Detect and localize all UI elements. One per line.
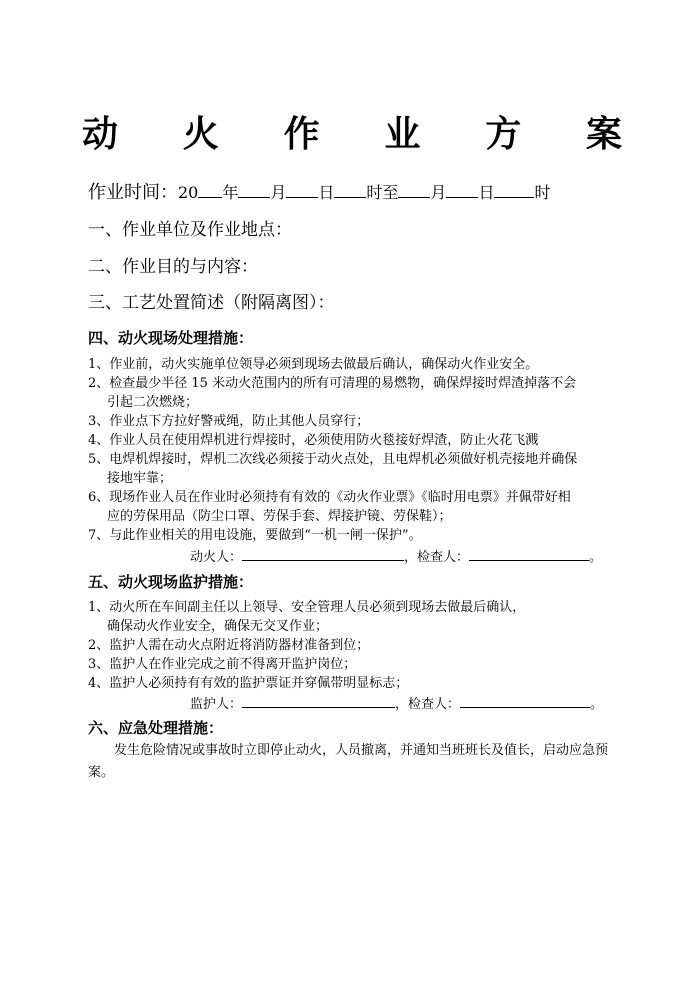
section-heading-4: 四、动火现场处理措施： xyxy=(88,329,254,347)
supervision-line: 确保动火作业安全，确保无交叉作业； xyxy=(107,619,329,634)
month-blank-1[interactable] xyxy=(238,181,270,198)
sign-line-supervisor xyxy=(190,691,603,714)
sign-end-2: 。 xyxy=(590,697,604,712)
day-blank-1[interactable] xyxy=(286,181,318,198)
year-blank[interactable] xyxy=(198,181,222,198)
day-blank-2[interactable] xyxy=(446,181,478,198)
measure-line: 4、作业人员在使用焊机进行焊接时，必须使用防火毯接好焊渣，防止火花飞溅 xyxy=(88,433,539,448)
hour-unit-2: 时 xyxy=(534,183,551,202)
fire-person-label: 动火人： xyxy=(190,550,243,565)
work-time-line xyxy=(88,181,550,204)
title-char: 动 xyxy=(82,114,119,155)
checker-blank-1[interactable] xyxy=(469,544,589,561)
month-unit-2: 月 xyxy=(430,183,447,202)
measure-line: 1、作业前，动火实施单位领导必须到现场去做最后确认，确保动火作业安全。 xyxy=(88,357,539,372)
title-char: 火 xyxy=(182,114,219,155)
supervisor-label: 监护人： xyxy=(190,697,243,712)
title-char: 业 xyxy=(384,114,421,155)
measure-line: 应的劳保用品（防尘口罩、劳保手套、焊接护镜、劳保鞋）； xyxy=(107,509,452,524)
fire-person-blank[interactable] xyxy=(242,544,404,561)
supervision-line: 4、监护人必须持有有效的监护票证并穿佩带明显标志； xyxy=(88,676,409,691)
measure-line: 接地牢靠； xyxy=(107,471,173,486)
sign-line-fire xyxy=(190,544,602,567)
section-heading-6: 六、应急处理措施： xyxy=(88,719,224,737)
checker-label-1: ，检查人： xyxy=(404,550,470,565)
year-unit: 年 xyxy=(222,183,239,202)
checker-blank-2[interactable] xyxy=(460,691,590,708)
measure-line: 3、作业点下方拉好警戒绳，防止其他人员穿行； xyxy=(88,414,370,429)
day-unit-2: 日 xyxy=(478,183,495,202)
hour-blank-1[interactable] xyxy=(334,181,366,198)
measure-line: 7、与此作业相关的用电设施，要做到“一机一闸一保护”。 xyxy=(88,528,422,543)
work-time-label: 作业时间： xyxy=(88,182,178,203)
month-blank-2[interactable] xyxy=(398,181,430,198)
section-heading-2: 二、作业目的与内容： xyxy=(88,257,258,277)
emergency-paragraph: 发生危险情况或事故时立即停止动火，人员撤离，并通知当班班长及值长，启动应急预案。 xyxy=(88,743,609,780)
hour-blank-2[interactable] xyxy=(494,181,534,198)
sign-end-1: 。 xyxy=(589,550,603,565)
section-heading-1: 一、作业单位及作业地点： xyxy=(88,220,292,240)
measure-line: 6、现场作业人员在作业时必须持有有效的《动火作业票》《临时用电票》并佩带好相 xyxy=(88,490,571,505)
section-heading-3: 三、工艺处置简述（附隔离图）： xyxy=(88,293,335,313)
hour-to: 时至 xyxy=(366,183,399,202)
checker-label-2: ，检查人： xyxy=(395,697,461,712)
section-heading-5: 五、动火现场监护措施： xyxy=(88,573,254,591)
day-unit-1: 日 xyxy=(318,183,335,202)
supervisor-blank[interactable] xyxy=(242,691,395,708)
supervision-line: 3、监护人在作业完成之前不得离开监护岗位； xyxy=(88,657,357,672)
title-char: 方 xyxy=(485,114,522,155)
measure-line: 5、电焊机焊接时，焊机二次线必须接于动火点处，且电焊机必须做好机壳接地并确保 xyxy=(88,452,578,467)
title-char: 案 xyxy=(585,114,622,155)
month-unit-1: 月 xyxy=(270,183,287,202)
year-prefix: 20 xyxy=(178,183,199,202)
title-char: 作 xyxy=(283,114,320,155)
supervision-line: 2、监护人需在动火点附近将消防器材准备到位； xyxy=(88,638,370,653)
measure-line: 2、检查最少半径 15 米动火范围内的所有可清理的易燃物，确保焊接时焊渣掉落不会 xyxy=(88,376,577,391)
document-title xyxy=(82,113,622,157)
measure-line: 引起二次燃烧； xyxy=(107,395,199,410)
supervision-line: 1、动火所在车间副主任以上领导、安全管理人员必须到现场去做最后确认， xyxy=(88,600,526,615)
